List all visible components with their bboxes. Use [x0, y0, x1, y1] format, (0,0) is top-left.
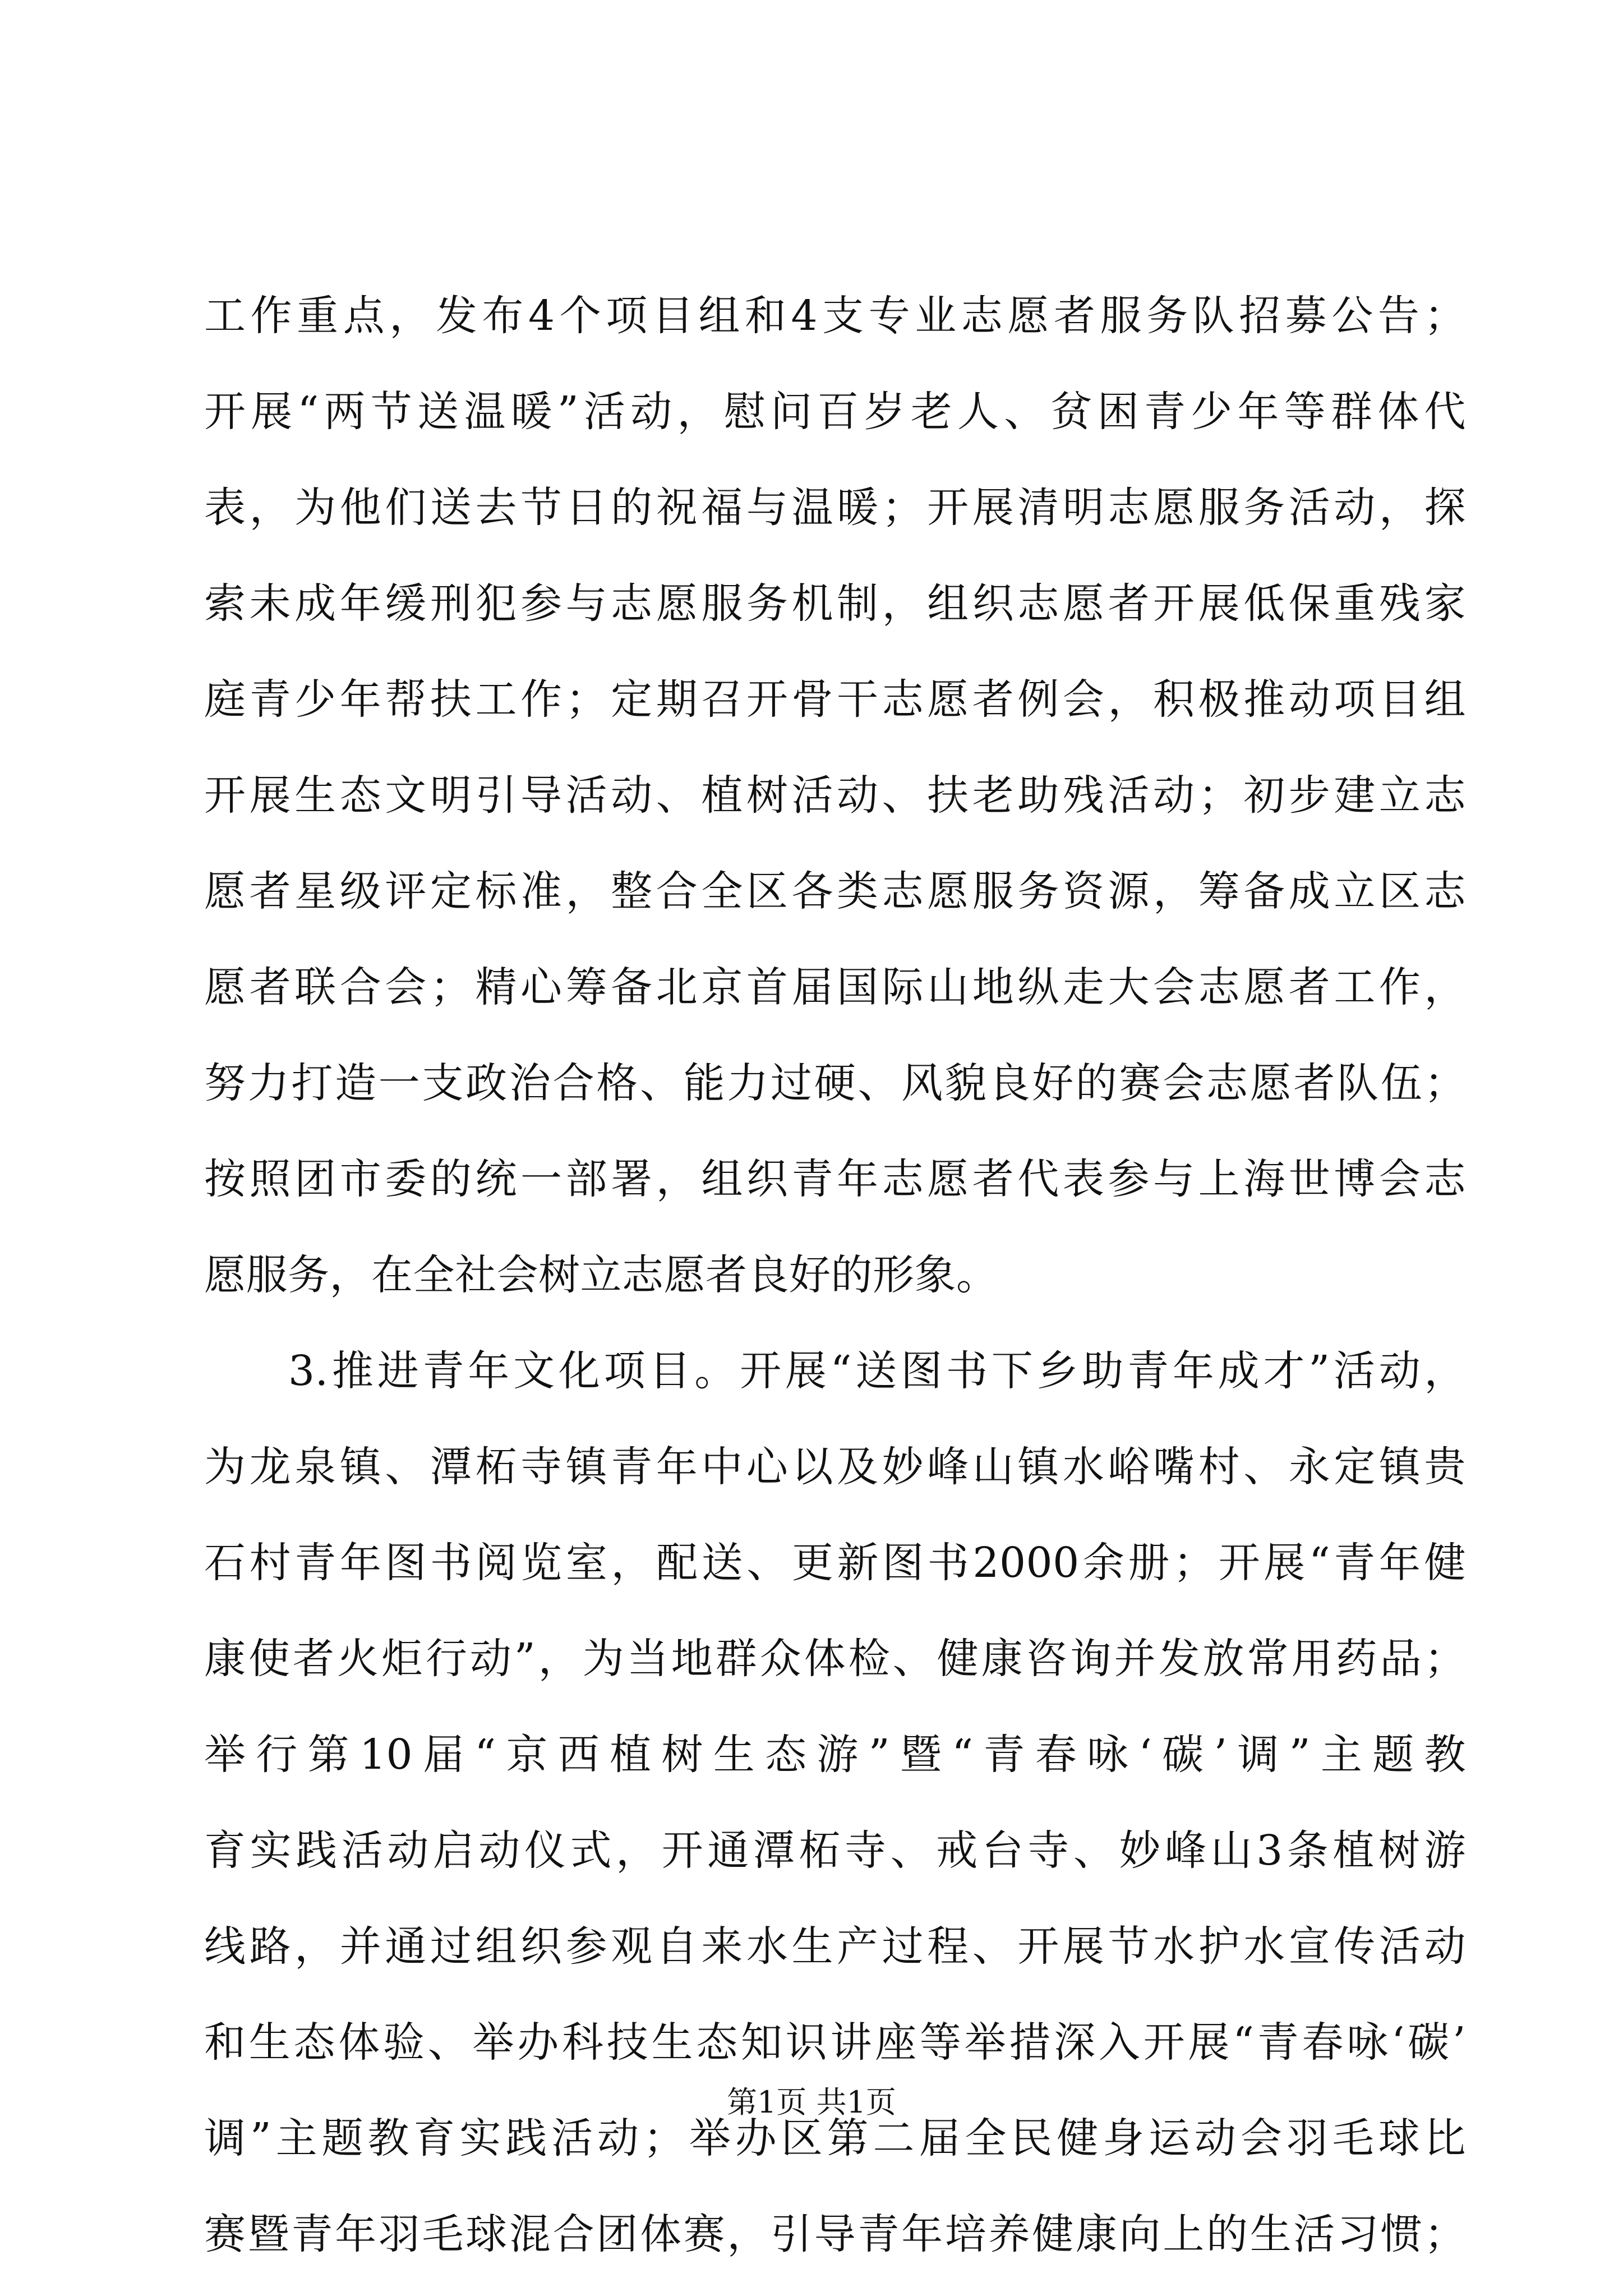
text-line: 愿者联合会；精心筹备北京首届国际山地纵走大会志愿者工作， [204, 963, 1466, 1011]
text-line: 为龙泉镇、潭柘寺镇青年中心以及妙峰山镇水峪嘴村、永定镇贵 [204, 1443, 1466, 1491]
text-line: 表，为他们送去节日的祝福与温暖；开展清明志愿服务活动，探 [204, 484, 1466, 532]
text-line: 按照团市委的统一部署，组织青年志愿者代表参与上海世博会志 [204, 1155, 1466, 1203]
text-line: 努力打造一支政治合格、能力过硬、风貌良好的赛会志愿者队伍； [204, 1059, 1466, 1107]
text-line: 庭青少年帮扶工作；定期召开骨干志愿者例会，积极推动项目组 [204, 675, 1466, 724]
section-heading-line: 3.推进青年文化项目。开展“送图书下乡助青年成才”活动， [288, 1347, 1466, 1395]
text-line: 赛暨青年羽毛球混合团体赛，引导青年培养健康向上的生活习惯； [204, 2210, 1466, 2258]
text-line: 愿者星级评定标准，整合全区各类志愿服务资源，筹备成立区志 [204, 867, 1466, 915]
text-line: 工作重点，发布4个项目组和4支专业志愿者服务队招募公告； [204, 292, 1466, 340]
text-line: 康使者火炬行动”，为当地群众体检、健康咨询并发放常用药品； [204, 1635, 1466, 1683]
text-line: 开展生态文明引导活动、植树活动、扶老助残活动；初步建立志 [204, 771, 1466, 820]
text-line: 索未成年缓刑犯参与志愿服务机制，组织志愿者开展低保重残家 [204, 579, 1466, 628]
text-line: 调”主题教育实践活动；举办区第二届全民健身运动会羽毛球比 [204, 2114, 1466, 2162]
paragraph-end-line: 愿服务，在全社会树立志愿者良好的形象。 [204, 1251, 998, 1299]
text-line: 育实践活动启动仪式，开通潭柘寺、戒台寺、妙峰山3条植树游 [204, 1826, 1466, 1875]
page-footer [0, 2080, 1623, 2125]
page-number: 第1页 共1页 [727, 2085, 896, 2120]
body-text [204, 268, 1466, 2283]
text-line: 线路，并通过组织参观自来水生产过程、开展节水护水宣传活动 [204, 1922, 1466, 1971]
text-line: 开展“两节送温暖”活动，慰问百岁老人、贫困青少年等群体代 [204, 388, 1466, 436]
text-line: 和生态体验、举办科技生态知识讲座等举措深入开展“青春咏‘碳’ [204, 2018, 1466, 2067]
text-line: 举行第10届“京西植树生态游”暨“青春咏‘碳’调”主题教 [204, 1731, 1466, 1779]
text-line: 石村青年图书阅览室，配送、更新图书2000余册；开展“青年健 [204, 1539, 1466, 1587]
